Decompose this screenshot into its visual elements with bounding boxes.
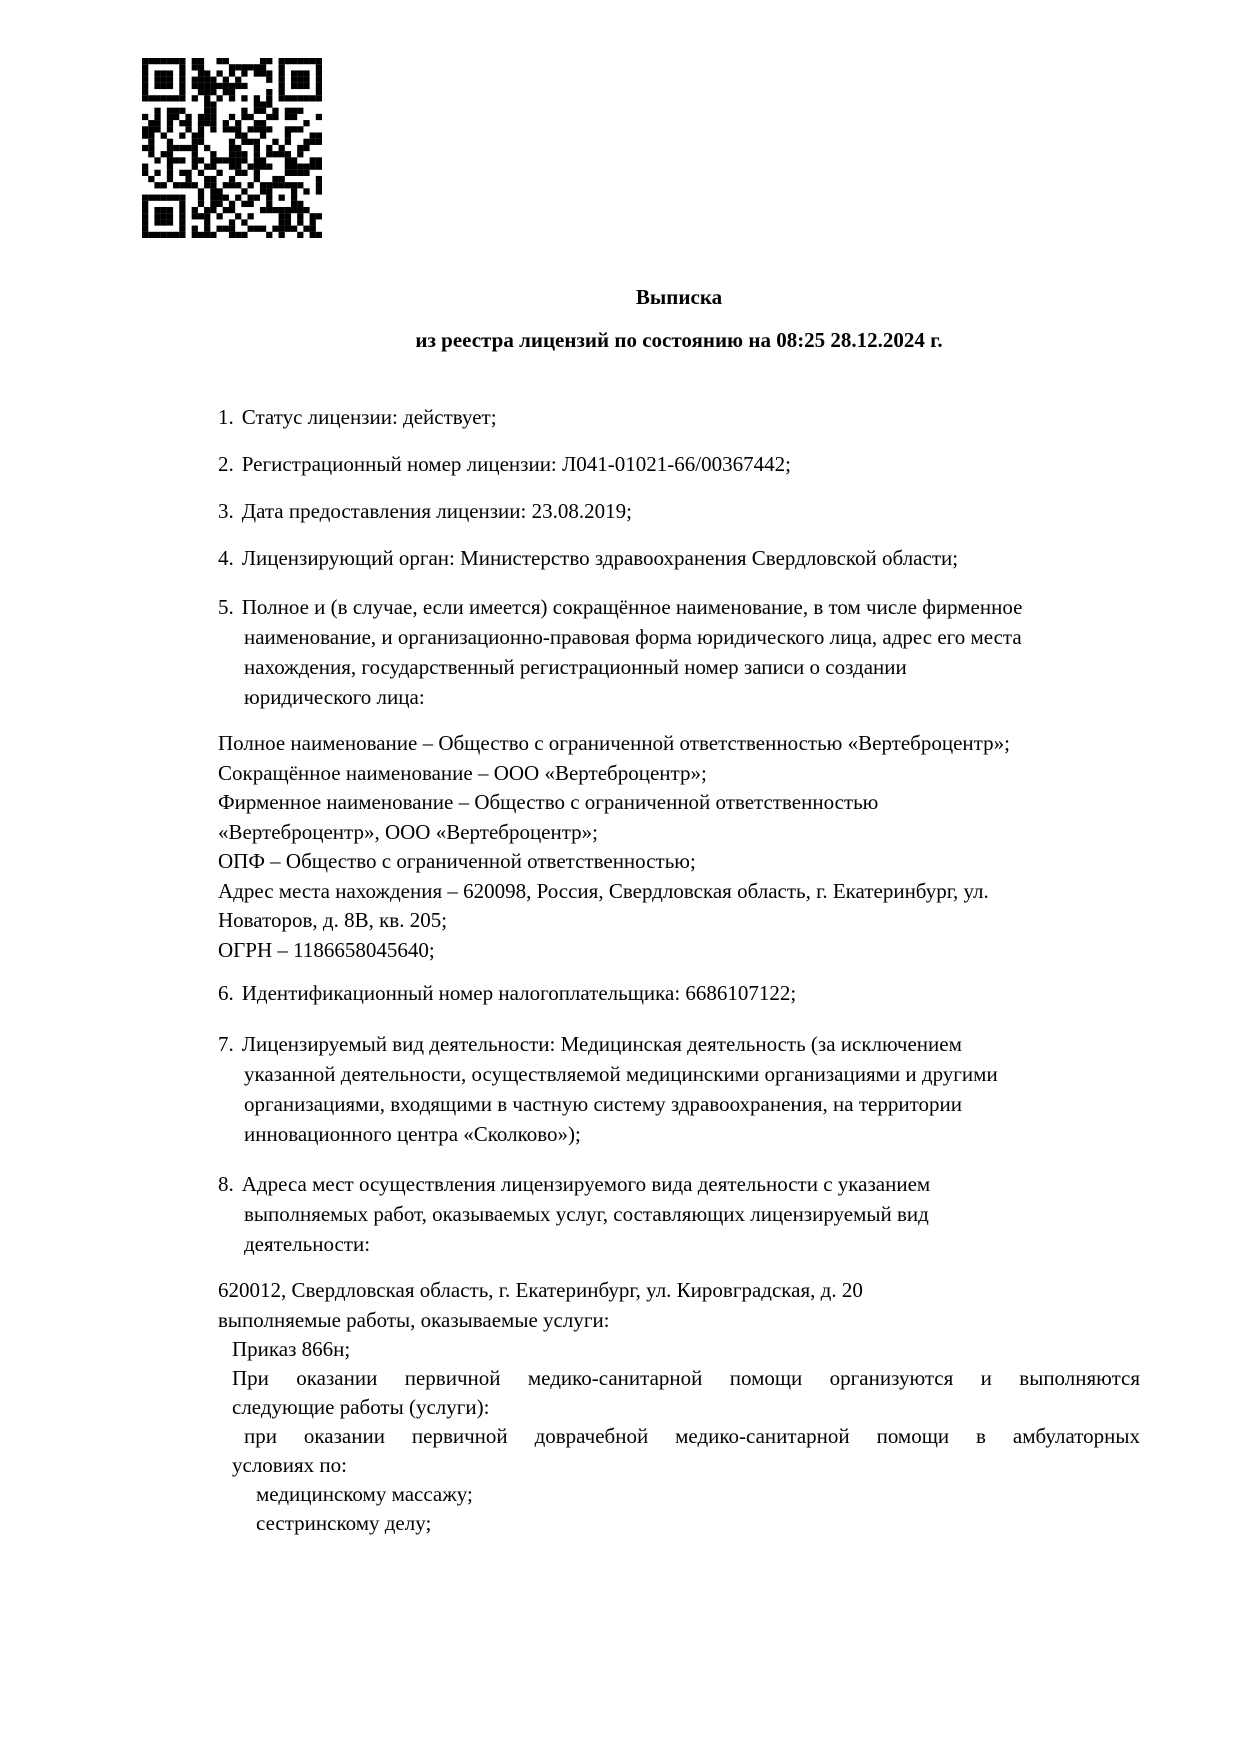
- list-item-7: [218, 1029, 1140, 1149]
- service-line: медицинскому массажу;: [256, 1482, 473, 1506]
- item-number: 5.: [218, 595, 234, 619]
- item-line: инновационного центра «Сколково»);: [244, 1122, 581, 1146]
- org-brand-name: Фирменное наименование – Общество с ограниченной ответственностью: [218, 790, 879, 814]
- item-text: Статус лицензии: действует;: [241, 405, 497, 429]
- item-number: 2.: [218, 452, 234, 476]
- org-legal-form: ОПФ – Общество с ограниченной ответственностью;: [218, 849, 696, 873]
- item-text: Дата предоставления лицензии: 23.08.2019;: [241, 499, 632, 523]
- qr-code: [142, 58, 322, 238]
- item-number: 8.: [218, 1172, 234, 1196]
- item-line: нахождения, государственный регистрационный номер записи о создании: [244, 655, 907, 679]
- list-item-3: [218, 496, 1140, 526]
- item-line: наименование, и организационно-правовая форма юридического лица, адрес его места: [244, 625, 1022, 649]
- activity-address: 620012, Свердловская область, г. Екатеринбург, ул. Кировградская, д. 20: [218, 1278, 863, 1302]
- item-line: деятельности:: [244, 1232, 371, 1256]
- item-text: Идентификационный номер налогоплательщика: 6686107122;: [241, 981, 797, 1005]
- list-item-8: [218, 1169, 1140, 1259]
- list-item-6: [218, 978, 1140, 1008]
- service-line: при оказании первичной доврачебной медико-санитарной помощи в амбулаторных: [244, 1424, 1140, 1448]
- document-title: Выписка: [635, 285, 723, 309]
- works-services-label: выполняемые работы, оказываемые услуги:: [218, 1307, 610, 1332]
- item-line: [218, 1169, 1140, 1199]
- item-line: [218, 1029, 1140, 1059]
- item-line: указанной деятельности, осуществляемой медицинскими организациями и другими: [244, 1062, 998, 1086]
- list-item-1: [218, 402, 1140, 432]
- item-line: юридического лица:: [244, 685, 425, 709]
- item-number: 4.: [218, 546, 234, 570]
- service-line: сестринскому делу;: [256, 1511, 432, 1535]
- item-text: Лицензирующий орган: Министерство здравоохранения Свердловской области;: [241, 546, 959, 570]
- item-line: организациями, входящими в частную систему здравоохранения, на территории: [244, 1092, 962, 1116]
- item-number: 7.: [218, 1032, 234, 1056]
- org-full-name: Полное наименование – Общество с ограниченной ответственностью «Вертеброцентр»;: [218, 731, 1010, 755]
- item-number: 3.: [218, 499, 234, 523]
- activity-address-block: [218, 1276, 1140, 1335]
- document-body: [218, 282, 1140, 1538]
- item-number: 1.: [218, 405, 234, 429]
- service-line: Приказ 866н;: [232, 1337, 351, 1361]
- services-list: [218, 1335, 1140, 1538]
- org-address: Адрес места нахождения – 620098, Россия, Свердловская область, г. Екатеринбург, ул.: [218, 878, 989, 903]
- item-line: [218, 592, 1140, 622]
- item-text: Полное и (в случае, если имеется) сокращённое наименование, в том числе фирменное: [241, 595, 1023, 619]
- item-number: 6.: [218, 981, 234, 1005]
- org-short-name: Сокращённое наименование – ООО «Вертеброцентр»;: [218, 760, 707, 785]
- service-line: следующие работы (услуги):: [232, 1395, 490, 1419]
- document-subtitle: из реестра лицензий по состоянию на 08:25 28.12.2024 г.: [415, 328, 943, 352]
- item-text: Лицензируемый вид деятельности: Медицинская деятельность (за исключением: [241, 1032, 962, 1056]
- org-brand-name-cont: «Вертеброцентр», ООО «Вертеброцентр»;: [218, 819, 599, 844]
- service-line: условиях по:: [232, 1453, 347, 1477]
- org-ogrn: ОГРН – 1186658045640;: [218, 937, 435, 962]
- item-text: Адреса мест осуществления лицензируемого вида деятельности с указанием: [241, 1172, 931, 1196]
- org-address-cont: Новаторов, д. 8В, кв. 205;: [218, 908, 448, 932]
- list-item-4: [218, 543, 1140, 573]
- service-line: При оказании первичной медико-санитарной помощи организуются и выполняются: [232, 1366, 1140, 1390]
- list-item-5: [218, 592, 1140, 712]
- list-item-2: [218, 449, 1140, 479]
- item-line: выполняемых работ, оказываемых услуг, составляющих лицензируемый вид: [244, 1202, 929, 1226]
- item-text: Регистрационный номер лицензии: Л041-01021-66/00367442;: [241, 452, 791, 476]
- organization-details: [218, 729, 1140, 965]
